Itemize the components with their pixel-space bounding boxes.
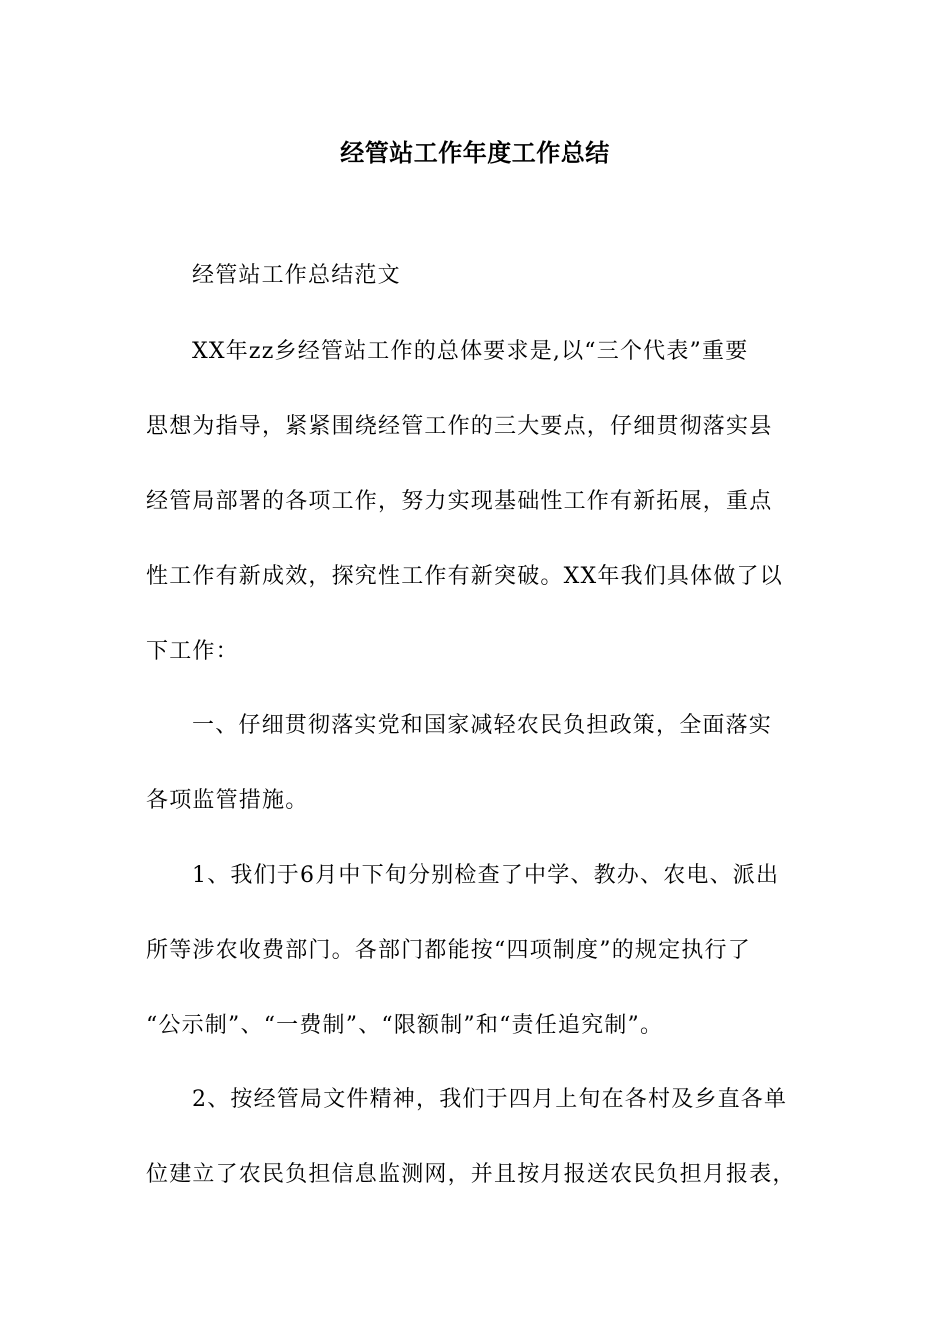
paragraph-line: 经管局部署的各项工作，努力实现基础性工作有新拓展，重点 <box>146 489 773 514</box>
paragraph-line: 下工作： <box>146 639 239 664</box>
section-heading-line: 各项监管措施。 <box>146 788 309 813</box>
paragraph-line: 位建立了农民负担信息监测网，并且按月报送农民负担月报表， <box>146 1162 796 1187</box>
subtitle-line: 经管站工作总结范文 <box>192 263 401 288</box>
paragraph-line: 性工作有新成效，探究性工作有新突破。XX年我们具体做了以 <box>146 564 783 589</box>
document-title: 经管站工作年度工作总结 <box>340 138 610 167</box>
paragraph-line: 所等涉农收费部门。各部门都能按“四项制度”的规定执行了 <box>146 938 751 963</box>
paragraph-line: 2、按经管局文件精神，我们于四月上旬在各村及乡直各单 <box>192 1087 788 1112</box>
paragraph-line: 思想为指导，紧紧围绕经管工作的三大要点，仔细贯彻落实县 <box>146 414 773 439</box>
section-heading-line: 一、仔细贯彻落实党和国家减轻农民负担政策，全面落实 <box>192 713 773 738</box>
paragraph-line: XX年zz乡经管站工作的总体要求是,以“三个代表”重要 <box>192 339 749 364</box>
paragraph-line: “公示制”、“一费制”、“限额制”和“责任追究制”。 <box>146 1013 664 1038</box>
paragraph-line: 1、我们于6月中下旬分别检查了中学、教办、农电、派出 <box>192 863 780 888</box>
